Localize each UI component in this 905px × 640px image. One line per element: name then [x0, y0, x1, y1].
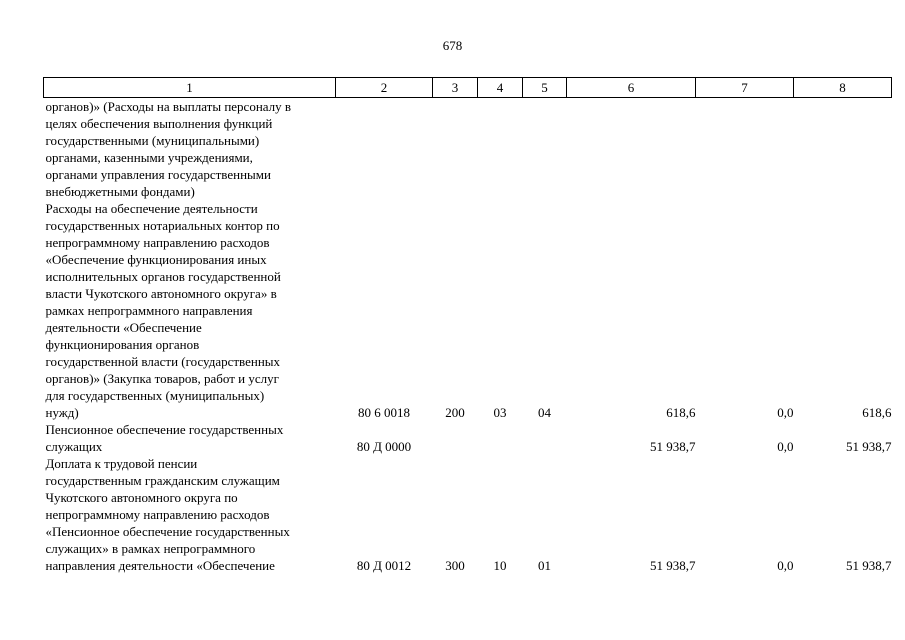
cell-change: 0,0 — [777, 558, 794, 573]
description-line: непрограммному направлению расходов — [45, 235, 270, 250]
column-header: 3 — [433, 78, 478, 98]
cell-amount: 51 938,7 — [650, 558, 696, 573]
cell-subsection: 01 — [538, 558, 551, 573]
column-header: 2 — [336, 78, 433, 98]
description-line: государственными (муниципальными) — [45, 133, 260, 148]
cell-amount: 618,6 — [666, 405, 696, 420]
table-row — [44, 98, 892, 201]
column-header: 1 — [44, 78, 336, 98]
description-line: Чукотского автономного округа по — [45, 490, 238, 505]
row-description — [44, 200, 336, 421]
description-line: для государственных (муниципальных) — [45, 388, 265, 403]
cell-amount — [567, 98, 696, 201]
cell-total: 51 938,7 — [846, 558, 892, 573]
cell-target-code: 80 Д 0000 — [356, 439, 412, 454]
cell-section: 03 — [493, 405, 507, 420]
column-header-row — [44, 78, 892, 98]
cell-change: 0,0 — [777, 405, 794, 420]
cell-target-code: 80 6 0018 — [358, 405, 410, 420]
description-line: непрограммному направлению расходов — [45, 507, 270, 522]
column-header: 6 — [567, 78, 696, 98]
cell-total: 618,6 — [862, 405, 892, 420]
page-number: 678 — [442, 38, 463, 53]
description-line: органов)» (Расходы на выплаты персоналу в — [45, 99, 292, 114]
cell-subsection: 04 — [538, 405, 551, 420]
cell-section — [478, 98, 523, 201]
description-line: государственной власти (государственных — [45, 354, 281, 369]
description-line: Доплата к трудовой пенсии — [45, 456, 198, 471]
description-line: направления деятельности «Обеспечение — [45, 558, 275, 573]
column-header: 4 — [478, 78, 523, 98]
description-line: внебюджетными фондами) — [45, 184, 195, 199]
description-line: Расходы на обеспечение деятельности — [45, 201, 258, 216]
description-line: органами, казенными учреждениями, — [45, 150, 253, 165]
description-line: органами управления государственными — [45, 167, 271, 182]
description-line: Пенсионное обеспечение государственных — [45, 422, 284, 437]
description-line: органов)» (Закупка товаров, работ и услуг — [45, 371, 279, 386]
cell-total — [794, 98, 892, 201]
cell-expense-type: 200 — [445, 405, 465, 420]
cell-section: 10 — [493, 558, 507, 573]
description-line: деятельности «Обеспечение — [45, 320, 202, 335]
cell-total: 51 938,7 — [846, 439, 892, 454]
cell-expense-type: 300 — [445, 558, 465, 573]
cell-expense-type — [433, 98, 478, 201]
row-description — [44, 455, 336, 574]
cell-section — [478, 421, 523, 455]
column-header: 5 — [523, 78, 567, 98]
cell-target-code — [336, 98, 433, 201]
description-line: рамках непрограммного направления — [45, 303, 253, 318]
cell-expense-type — [433, 421, 478, 455]
description-line: исполнительных органов государственной — [45, 269, 281, 284]
description-line: государственным гражданским служащим — [45, 473, 280, 488]
description-line: власти Чукотского автономного округа» в — [45, 286, 277, 301]
description-line: служащих — [45, 439, 103, 454]
table-row — [44, 455, 892, 574]
row-description — [44, 98, 336, 201]
budget-table — [43, 77, 892, 574]
cell-amount: 51 938,7 — [650, 439, 696, 454]
row-description — [44, 421, 336, 455]
description-line: «Пенсионное обеспечение государственных — [45, 524, 290, 539]
description-line: нужд) — [45, 405, 79, 420]
column-header: 7 — [696, 78, 794, 98]
description-line: функционирования органов — [45, 337, 200, 352]
table-row — [44, 421, 892, 455]
description-line: государственных нотариальных контор по — [45, 218, 280, 233]
table-row — [44, 200, 892, 421]
description-line: целях обеспечения выполнения функций — [45, 116, 273, 131]
cell-subsection — [523, 421, 567, 455]
description-line: «Обеспечение функционирования иных — [45, 252, 267, 267]
cell-subsection — [523, 98, 567, 201]
column-header: 8 — [794, 78, 892, 98]
cell-change — [696, 98, 794, 201]
cell-change: 0,0 — [777, 439, 794, 454]
description-line: служащих» в рамках непрограммного — [45, 541, 256, 556]
cell-target-code: 80 Д 0012 — [356, 558, 412, 573]
